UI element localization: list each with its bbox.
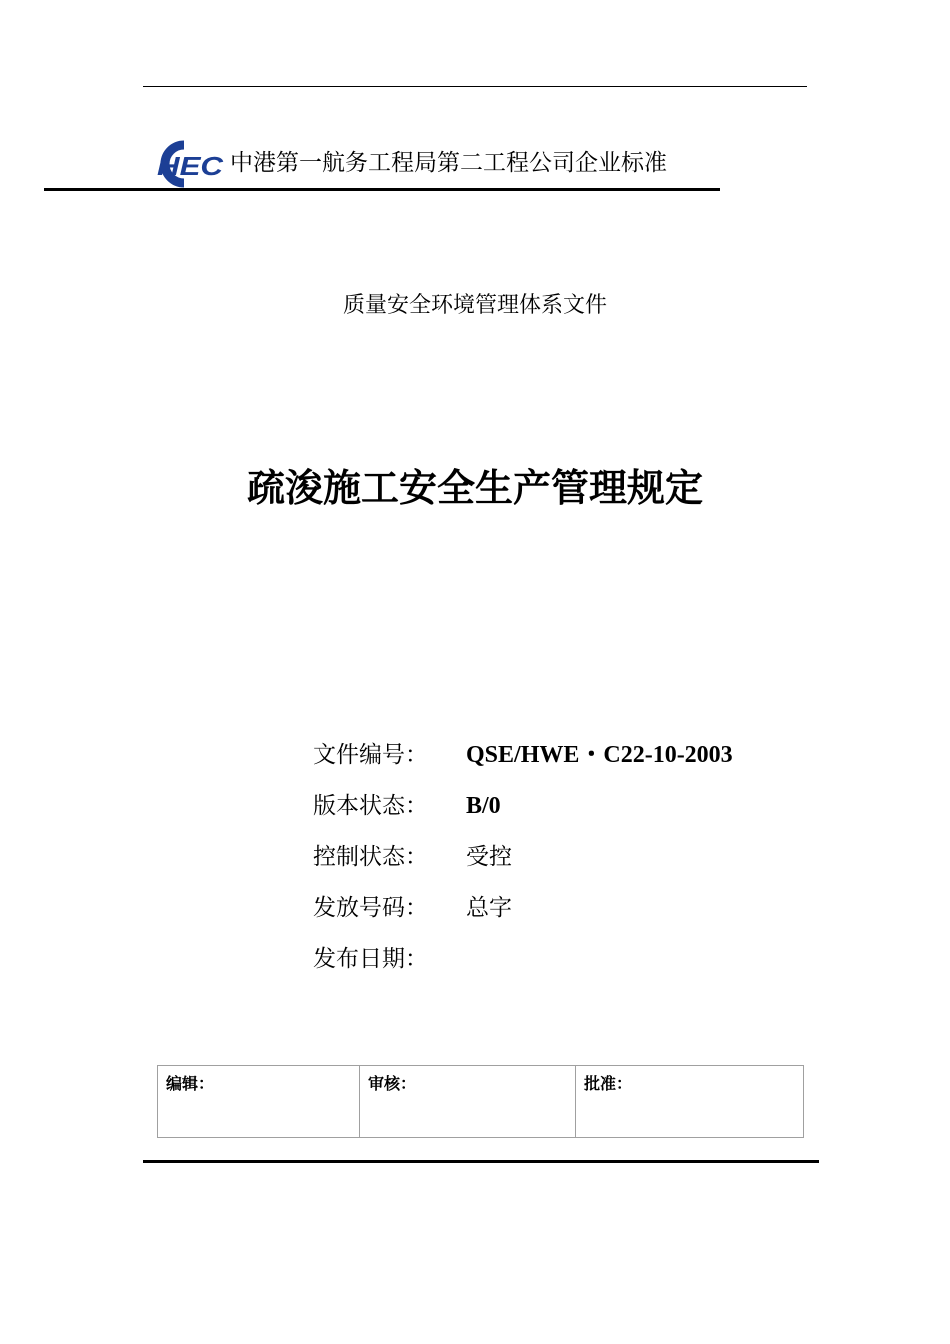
version-value: B/0 — [466, 793, 501, 819]
reviewer-cell: 审核： — [359, 1066, 575, 1137]
editor-cell: 编辑： — [166, 1074, 215, 1093]
system-title: 质量安全环境管理体系文件 — [342, 293, 607, 318]
control-status-label: 控制状态： — [313, 844, 428, 870]
document-title: 疏浚施工安全生产管理规定 — [246, 466, 703, 510]
header-rule — [44, 188, 720, 191]
distribution-number-label: 发放号码： — [313, 895, 428, 921]
doc-number-label: 文件编号： — [313, 742, 428, 768]
control-status-value: 受控 — [466, 844, 512, 870]
bottom-rule — [143, 1160, 819, 1163]
top-rule — [143, 86, 807, 87]
version-label: 版本状态： — [313, 793, 428, 819]
company-name: 中港第一航务工程局第二工程公司企业标准 — [230, 150, 667, 176]
distribution-number-value: 总字 — [466, 895, 512, 921]
doc-number-value: QSE/HWE・C22-10-2003 — [466, 742, 733, 768]
signoff-table — [157, 1065, 804, 1138]
svg-text:HEC: HEC — [157, 151, 224, 181]
release-date-label: 发布日期： — [313, 946, 428, 972]
hec-logo — [144, 140, 224, 188]
approver-cell: 批准： — [575, 1066, 803, 1137]
